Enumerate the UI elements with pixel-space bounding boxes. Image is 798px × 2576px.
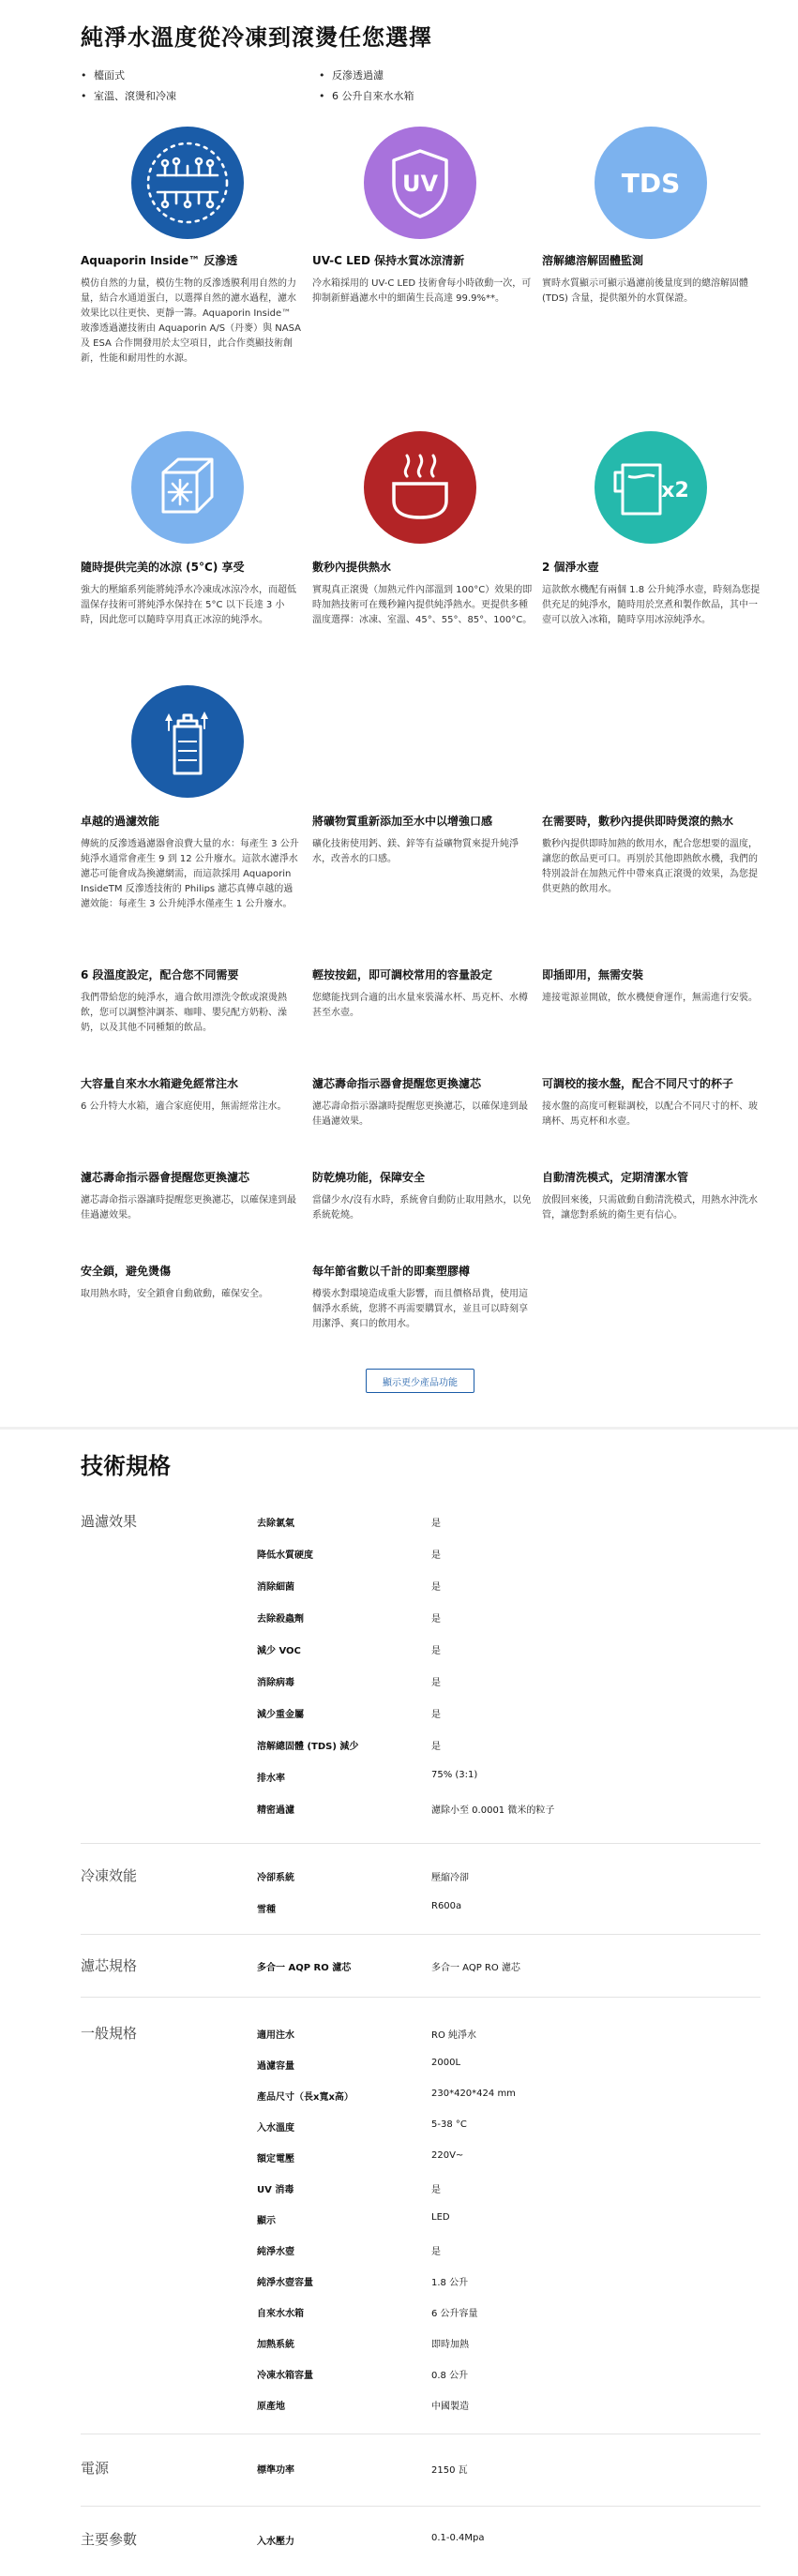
spec-value: 是 — [431, 2185, 441, 2195]
spec-group-power — [81, 2458, 760, 2486]
spec-row — [257, 1901, 760, 1933]
spec-label: 原產地 — [257, 2402, 285, 2412]
spec-label: 自來水水箱 — [257, 2309, 304, 2319]
spec-value: 壓縮冷卻 — [431, 1873, 469, 1883]
spec-value: 是 — [431, 1710, 441, 1720]
feature-description: 您總能找到合適的出水量來裝滿水杯、馬克杯、水樽甚至水壺。 — [312, 993, 528, 1018]
uv-shield-icon — [364, 127, 476, 239]
spec-row — [257, 1579, 760, 1610]
spec-label: 去除殺蟲劑 — [257, 1614, 304, 1625]
spec-label: 減少 VOC — [257, 1646, 301, 1656]
spec-value: R600a — [431, 1901, 462, 1911]
spec-value: 是 — [431, 1614, 441, 1625]
spec-row — [257, 2243, 760, 2275]
spec-value: 230*420*424 mm — [431, 2089, 516, 2099]
spec-row — [257, 2181, 760, 2213]
feature-description: 連接電源並開啟，飲水機便會運作，無需進行安裝。 — [542, 993, 758, 1003]
feature-description: 濾芯壽命指示器讓時提醒您更換濾芯，以確保達到最佳過濾效果。 — [81, 1195, 296, 1221]
spec-divider — [81, 2506, 760, 2507]
bullet-item: • 反滲透過濾 — [319, 67, 384, 82]
spec-row — [257, 2367, 760, 2399]
spec-value: 5-38 °C — [431, 2119, 467, 2130]
spec-value: 1.8 公升 — [431, 2278, 469, 2288]
spec-row — [257, 1674, 760, 1706]
feature-description: 這款飲水機配有兩個 1.8 公升純淨水壺，時刻為您提供充足的純淨水，隨時用於烹煮和製作飲品，其中一壺可以放入冰箱，隨時享用冰涼純淨水。 — [542, 585, 760, 625]
feature-description: 實現真正滾燙（加熱元件內部溫到 100°C）效果的即時加熱技術可在幾秒鐘內提供純淨熱水。更提供多種溫度選擇：冰凍、室溫、45°、55°、85°、100°C。 — [312, 585, 533, 625]
spec-value: 是 — [431, 1646, 441, 1656]
spec-label: 顯示 — [257, 2216, 276, 2226]
spec-heading: 技術規格 — [81, 1453, 171, 1479]
feature-description: 當儲少水/沒有水時，系統會自動防止取用熱水，以免系統乾燒。 — [312, 1195, 532, 1221]
spec-label: 加熱系統 — [257, 2340, 294, 2350]
spec-label: 排水率 — [257, 1774, 285, 1784]
spec-label: 減少重金屬 — [257, 1710, 304, 1720]
spec-label: 消除病毒 — [257, 1678, 294, 1688]
feature-title: 自動清洗模式，定期清潔水管 — [542, 1171, 689, 1184]
section-divider — [0, 1427, 798, 1430]
feature-drip-tray — [542, 1076, 762, 1130]
feature-title: 數秒內提供熱水 — [312, 561, 392, 574]
spec-value: 75% (3:1) — [431, 1770, 478, 1780]
feature-title: 6 段溫度設定，配合您不同需要 — [81, 968, 239, 981]
ice-cube-icon — [131, 431, 244, 544]
spec-row — [257, 2533, 760, 2565]
aquaporin-icon — [131, 127, 244, 239]
feature-description: 強大的壓縮系列能將純淨水冷凍成冰涼冷水，而超低溫保存技術可將純淨水保持在 5°C 以下長達 3 小時，因此您可以隨時享用真正冰涼的純淨水。 — [81, 585, 296, 625]
spec-value: 多合一 AQP RO 濾芯 — [431, 1963, 520, 1973]
spec-row — [257, 2058, 760, 2089]
spec-row — [257, 1959, 760, 1991]
bullet-item: • 檯面式 — [81, 67, 125, 82]
spec-value: 即時加熱 — [431, 2340, 469, 2350]
feature-title: 即插即用，無需安裝 — [542, 968, 644, 981]
spec-label: 冷凍水箱容量 — [257, 2371, 313, 2381]
spec-group-title: 過濾效果 — [81, 1513, 138, 1530]
feature-auto-clean — [542, 1170, 762, 1223]
spec-row — [257, 2462, 760, 2494]
feature-ice — [81, 560, 301, 628]
feature-hot-water — [312, 560, 533, 628]
feature-description: 實時水質顯示可顯示過濾前後量度到的總溶解固體 (TDS) 含量，提供額外的水質保證。 — [542, 278, 748, 304]
two-tanks-icon — [595, 431, 707, 544]
feature-description: 傳統的反滲透過濾器會浪費大量的水：每產生 3 公升純淨水通常會產生 9 到 12 公升廢水。這款水濾淨水濾芯可能會成為換濾網需，而這款採用 Aquaporin InsideTM 反滲透技術的 Philips 濾芯真傳卓越的過濾效能：每產生 3 公升純淨水僅產生 1 公升廢水。 — [81, 839, 299, 909]
spec-label: 入水壓力 — [257, 2537, 294, 2547]
spec-divider — [81, 1997, 760, 1998]
spec-label: 額定電壓 — [257, 2154, 294, 2164]
spec-group-filtration — [81, 1511, 760, 1830]
spec-row — [257, 2274, 760, 2306]
spec-group-main-params — [81, 2529, 760, 2557]
spec-row — [257, 1869, 760, 1901]
tds-icon — [595, 127, 707, 239]
spec-value: 是 — [431, 1742, 441, 1752]
feature-anti-dry-burn — [312, 1170, 533, 1223]
spec-row — [257, 2150, 760, 2182]
spec-label: 降低水質硬度 — [257, 1550, 313, 1561]
feature-save-bottles — [312, 1264, 533, 1332]
feature-filtration — [81, 814, 301, 912]
feature-description: 數秒內提供即時加熱的飲用水，配合您想要的溫度，讓您的飲品更可口。再別於其他即熱飲水機，我們的特別設計在加熱元件中帶來真正滾燙的效果，為您提供更熱的飲用水。 — [542, 839, 758, 894]
feature-description: 6 公升特大水箱，適合家庭使用，無需經常注水。 — [81, 1101, 287, 1112]
spec-label: 消除細菌 — [257, 1582, 294, 1593]
spec-group-title: 冷凍效能 — [81, 1867, 138, 1884]
spec-value: 220V~ — [431, 2150, 464, 2161]
feature-title: 防乾燒功能，保障安全 — [312, 1171, 426, 1184]
spec-group-title: 電源 — [81, 2460, 110, 2477]
spec-row — [257, 2027, 760, 2059]
feature-title: 濾芯壽命指示器會提醒您更換濾芯 — [312, 1077, 482, 1090]
spec-label: 純淨水壺容量 — [257, 2278, 313, 2288]
spec-group-title: 主要參數 — [81, 2531, 138, 2548]
spec-group-title: 一般規格 — [81, 2025, 138, 2042]
spec-label: 溶解總固體 (TDS) 減少 — [257, 1742, 359, 1752]
feature-title: 溶解總溶解固體監測 — [542, 254, 644, 267]
feature-aquaporin — [81, 253, 301, 367]
feature-title: 將礦物質重新添加至水中以增強口感 — [312, 815, 493, 828]
feature-title: Aquaporin Inside™ 反滲透 — [81, 254, 238, 267]
spec-value: 濾除小至 0.0001 微米的粒子 — [431, 1805, 555, 1816]
feature-description: 取用熱水時，安全鎖會自動啟動，確保安全。 — [81, 1289, 268, 1299]
feature-description: 濾芯壽命指示器讓時提醒您更換濾芯，以確保達到最佳過濾效果。 — [312, 1101, 528, 1127]
spec-group-filter — [81, 1955, 760, 1984]
feature-title: 濾芯壽命指示器會提醒您更換濾芯 — [81, 1171, 250, 1184]
spec-label: 多合一 AQP RO 濾芯 — [257, 1963, 352, 1973]
spec-label: 標準功率 — [257, 2465, 294, 2476]
spec-value: 0.8 公升 — [431, 2371, 469, 2381]
spec-row — [257, 1515, 760, 1547]
feature-volume-button — [312, 967, 533, 1021]
spec-group-general — [81, 2023, 760, 2445]
feature-title: 大容量自來水水箱避免經常注水 — [81, 1077, 239, 1090]
feature-title: 每年節省數以千計的即棄塑膠樽 — [312, 1265, 471, 1278]
feature-title: 可調校的接水盤，配合不同尺寸的杯子 — [542, 1077, 734, 1090]
spec-value: RO 純淨水 — [431, 2030, 476, 2041]
spec-value: 2000L — [431, 2058, 461, 2068]
feature-description: 模仿自然的力量，模仿生物的反滲透膜利用自然的力量，結合水通道蛋白，以選擇自然的濾水過程，濾水效果比以往更快、更靜一籌。Aquaporin Inside™ 玻滲透過濾技術由 Aquaporin A/S（丹麥）與 NASA 及 ESA 合作開發用於太空項目，此合作奠顯技術創新，性能和耐用性的水源。 — [81, 278, 301, 364]
spec-divider — [81, 1934, 760, 1935]
spec-row — [257, 2398, 760, 2430]
spec-value: 6 公升容量 — [431, 2309, 478, 2319]
spec-group-cooling — [81, 1865, 760, 1931]
feature-title: 安全鎖，避免燙傷 — [81, 1265, 172, 1278]
spec-label: 精密過濾 — [257, 1805, 294, 1816]
svg-text:x2: x2 — [661, 479, 689, 502]
spec-value: 是 — [431, 1678, 441, 1688]
feature-description: 樽裝水對環境造成重大影響，而且價格昂貴，使用這個淨水系統，您將不再需要購買水，並且可以時刻享用潔淨、爽口的飲用水。 — [312, 1289, 528, 1329]
page-title: 純淨水溫度從冷凍到滾燙任您選擇 — [81, 24, 432, 51]
spec-row — [257, 2089, 760, 2120]
hot-water-icon — [364, 431, 476, 544]
feature-title: 輕按按鈕，即可調校常用的容量設定 — [312, 968, 493, 981]
spec-row — [257, 1547, 760, 1579]
spec-group-title: 濾芯規格 — [81, 1957, 138, 1974]
spec-value: 是 — [431, 1582, 441, 1593]
spec-value: 是 — [431, 2247, 441, 2257]
feature-filter-indicator — [312, 1076, 533, 1130]
spec-value: 是 — [431, 1550, 441, 1561]
spec-label: UV 消毒 — [257, 2185, 294, 2195]
feature-tds — [542, 253, 762, 307]
spec-row — [257, 1802, 760, 1834]
spec-label: 入水溫度 — [257, 2123, 294, 2134]
spec-row — [257, 1770, 760, 1802]
spec-row — [257, 1738, 760, 1770]
feature-filter-indicator-2 — [81, 1170, 301, 1223]
show-fewer-features-button[interactable]: 顯示更少產品功能 — [366, 1369, 474, 1393]
filter-cartridge-icon — [131, 685, 244, 798]
feature-minerals — [312, 814, 533, 867]
spec-row — [257, 2305, 760, 2337]
feature-title: 2 個淨水壺 — [542, 561, 599, 574]
feature-description: 我們帶給您的純淨水，適合飲用漂洗令飲或滾燙熱飲，您可以調整沖調茶、咖啡、嬰兒配方奶粉、澡奶，以及其他不同種類的飲品。 — [81, 993, 287, 1033]
bullet-item: • 室溫、滾燙和冷凍 — [81, 88, 176, 103]
spec-label: 去除氯氣 — [257, 1519, 294, 1529]
spec-label: 產品尺寸（長x寬x高） — [257, 2092, 354, 2103]
spec-row — [257, 1610, 760, 1642]
spec-value: 是 — [431, 1519, 441, 1529]
feature-description: 放假回來後，只需啟動自動清洗模式，用熱水沖洗水管，讓您對系統的衛生更有信心。 — [542, 1195, 758, 1221]
bullet-item: • 6 公升自來水水箱 — [319, 88, 414, 103]
spec-label: 過濾容量 — [257, 2061, 294, 2072]
feature-plug-and-play — [542, 967, 762, 1006]
feature-temperature-settings — [81, 967, 301, 1036]
feature-two-tanks — [542, 560, 762, 628]
spec-divider — [81, 1843, 760, 1844]
feature-description: 接水盤的高度可輕鬆調校，以配合不同尺寸的杯、玻璃杯、馬克杯和水壺。 — [542, 1101, 758, 1127]
feature-title: 在需要時，數秒內提供即時煲滾的熱水 — [542, 815, 734, 828]
spec-label: 冷卻系統 — [257, 1873, 294, 1883]
spec-row — [257, 2119, 760, 2151]
spec-row — [257, 2212, 760, 2244]
spec-value: LED — [431, 2212, 450, 2223]
spec-value: 2150 瓦 — [431, 2465, 468, 2476]
feature-description: 礦化技術使用鈣、鎂、鋅等有益礦物質來提升純淨水，改善水的口感。 — [312, 839, 519, 864]
feature-title: 隨時提供完美的冰涼 (5°C) 享受 — [81, 561, 245, 574]
spec-label: 純淨水壺 — [257, 2247, 294, 2257]
spec-row — [257, 2336, 760, 2368]
feature-instant-hot — [542, 814, 762, 897]
feature-uv — [312, 253, 533, 307]
spec-row — [257, 1706, 760, 1738]
svg-text:TDS: TDS — [621, 168, 681, 199]
feature-safety-lock — [81, 1264, 301, 1302]
feature-description: 冷水箱採用的 UV-C LED 技術會每小時啟動一次，可抑制新鮮過濾水中的細菌生長高達 99.9%**。 — [312, 278, 532, 304]
feature-large-tank — [81, 1076, 301, 1115]
feature-title: UV-C LED 保持水質冰涼清新 — [312, 254, 465, 267]
spec-label: 雪種 — [257, 1905, 276, 1915]
spec-label: 適用注水 — [257, 2030, 294, 2041]
spec-row — [257, 1642, 760, 1674]
svg-text:UV: UV — [401, 171, 439, 197]
feature-title: 卓越的過濾效能 — [81, 815, 160, 828]
spec-value: 中國製造 — [431, 2402, 469, 2412]
spec-value: 0.1-0.4Mpa — [431, 2533, 485, 2543]
